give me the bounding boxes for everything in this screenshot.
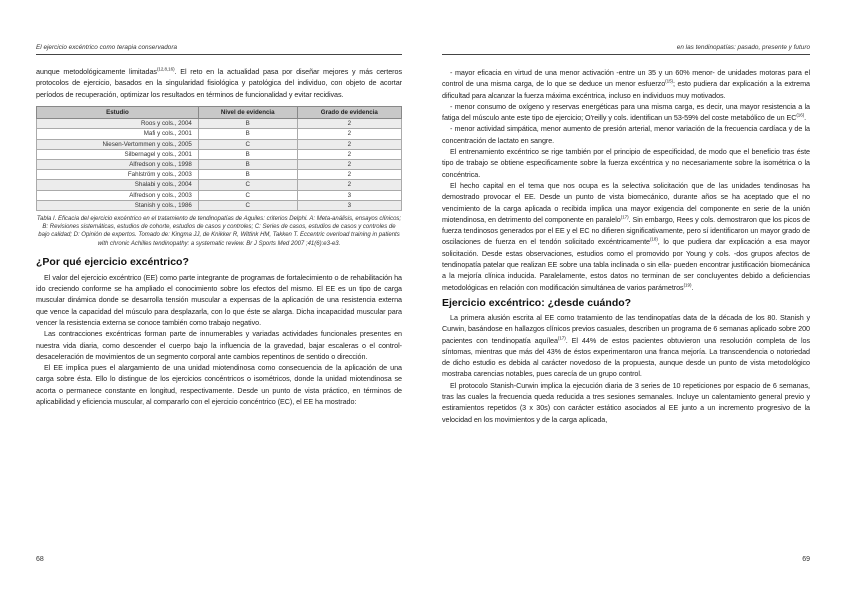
table-cell-level: B	[198, 159, 297, 169]
left-body	[36, 66, 402, 407]
body-paragraph: El valor del ejercicio excéntrico (EE) como parte integrante de programas de fortalecimiento o de rehabilitación ha ido creciendo conforme se ha ampliado el conocimiento sobre los efectos del mismo. El EE es un tipo de carga muscular dinámica donde se desarrolla tensión muscular a expensas de la aplicación de una resistencia externa que vence la capacidad del músculo para desplazarla, con lo que éste se alarga. Dicha incapacidad muscular para vencer la resistencia externa se conoce también como trabajo negativo.	[36, 272, 402, 327]
table-caption: Tabla I. Eficacia del ejercicio excéntrico en el tratamiento de tendinopatías de Aquiles: criterios Delphi. A: Meta-análisis, ensayos clínicos; B: Revisiones sistemáticas, estudios de cohorte, estudios de casos y controles; C: Series de casos, estudios de casos y controles de bajo calidad; D: Opinión de expertos. Tomado de: Kingma JJ, de Knikker R, Wittink HM, Takken T. Eccentric overload training in patients with chronic Achilles tendinopathy: a systematic review. Br J Sports Med 2007 ;41(6):e3-e3.	[36, 215, 402, 247]
header-rule-left	[36, 54, 402, 55]
table-cell-study: Alfredson y cols., 2003	[37, 190, 199, 200]
right-body	[442, 67, 810, 425]
table-cell-grade: 3	[297, 190, 401, 200]
table-header: Nivel de evidencia	[198, 106, 297, 118]
table-row	[37, 200, 402, 210]
body-paragraph: La primera alusión escrita al EE como tratamiento de las tendinopatías data de la década de los 80. Stanish y Curwin, basándose en hallazgos clínicos previos casuales, describen un programa de 6 semanas aplicado sobre 200 pacientes con tendinopatía aquílea$^{(17)}$. El 44% de estos pacientes obtuvieron una resolución completa de los síntomas, mientras que más del 43% de éstos experimentaron una franca mejoría. La transcendencia o notoriedad de dicho estudio es debida al carácter novedoso de la propuesta, aunque desde un punto de vista metodológico mostraba carencias notables, pues carecía de un grupo control.	[442, 312, 810, 379]
table-header: Grado de evidencia	[297, 106, 401, 118]
table-cell-level: C	[198, 180, 297, 190]
table-cell-study: Silbernagel y cols., 2001	[37, 149, 199, 159]
table-cell-level: B	[198, 129, 297, 139]
right-page	[424, 0, 848, 594]
bullet-paragraph: - menor actividad simpática, menor aumento de presión arterial, menor variación de la frecuencia cardíaca y de la concentración de lactato en sangre.	[442, 124, 810, 145]
table-row	[37, 139, 402, 149]
section-heading-since-when: Ejercicio excéntrico: ¿desde cuándo?	[442, 296, 632, 309]
table-row	[37, 190, 402, 200]
table-cell-study: Alfredson y cols., 1998	[37, 159, 199, 169]
table-row	[37, 149, 402, 159]
table-cell-grade: 2	[297, 139, 401, 149]
running-head-left: El ejercicio excéntrico como terapia conservadora	[36, 44, 178, 51]
header-rule-right	[442, 54, 810, 55]
table-row	[37, 180, 402, 190]
table-cell-study: Niesen-Vertommen y cols., 2005	[37, 139, 199, 149]
table-cell-grade: 2	[297, 159, 401, 169]
table-header-row	[37, 106, 402, 118]
evidence-table	[36, 106, 402, 211]
table-cell-grade: 2	[297, 170, 401, 180]
table-cell-study: Mafi y cols., 2001	[37, 129, 199, 139]
body-paragraph: Las contracciones excéntricas forman parte de innumerables y variadas actividades funcionales presentes en nuestra vida diaria, como descender el cuerpo bajo la influencia de la gravedad, bajar escaleras o el control-desaceleración de movimientos de un segmento corporal ante cambios repentinos de sentido o dirección.	[36, 329, 402, 361]
table-cell-grade: 2	[297, 129, 401, 139]
running-head-right: en las tendinopatías: pasado, presente y futuro	[676, 44, 810, 51]
table-cell-study: Shalabi y cols., 2004	[37, 180, 199, 190]
table-cell-grade: 3	[297, 200, 401, 210]
table-row	[37, 119, 402, 129]
table-cell-level: C	[198, 139, 297, 149]
table-cell-level: C	[198, 190, 297, 200]
table-cell-grade: 2	[297, 180, 401, 190]
table-header: Estudio	[37, 106, 199, 118]
table-cell-level: B	[198, 119, 297, 129]
table-row	[37, 159, 402, 169]
table-row	[37, 129, 402, 139]
table-cell-level: B	[198, 149, 297, 159]
table-cell-grade: 2	[297, 119, 401, 129]
body-paragraph: El protocolo Stanish-Curwin implica la ejecución diaria de 3 series de 10 repeticiones por espacio de 6 semanas, tras las cuales la frecuencia queda reducida a tres sesiones semanales. Incluye un calentamiento general previo y estiramientos repetidos (3 x 30s) con carácter estático asociados al EE junto a un incremento progresivo de la velocidad en los movimientos y de la carga aplicada,	[442, 380, 810, 424]
table-cell-study: Fahlström y cols., 2003	[37, 170, 199, 180]
intro-paragraph: aunque metodológicamente limitadas$^{(12,8,16)}$. El reto en la actualidad pasa por diseñar mejores y más certeros protocolos de ejercicio, basados en la singularidad fisiológica y patológica del individuo, con objeto de acortar períodos de recuperación, optimizar los resultados en términos de funcionalidad y evitar recidivas.	[36, 66, 402, 99]
table-cell-study: Stanish y cols., 1986	[37, 200, 199, 210]
section-heading-why: ¿Por qué ejercicio excéntrico?	[36, 255, 189, 268]
table-cell-grade: 2	[297, 149, 401, 159]
bullet-paragraph: - menor consumo de oxígeno y reservas energéticas para una misma carga, es decir, una mayor resistencia a la fatiga del músculo ante este tipo de ejercicio; O'reilly y cols. identifican un 53-59% del coste metabólico de un EC$^{(16)}$.	[442, 101, 810, 123]
table-cell-level: C	[198, 200, 297, 210]
page-number-left: 68	[36, 556, 44, 563]
bullet-paragraph: - mayor eficacia en virtud de una menor activación -entre un 35 y un 60% menor- de unidades motoras para el control de una misma carga, de lo que se deduce un menor esfuerzo$^{(15)}$; esto pudiera dar explicación a la extrema dificultad para alcanzar la fuerza máxima excéntrica, incluso en individuos muy motivados.	[442, 68, 810, 100]
body-paragraph: El entrenamiento excéntrico se rige también por el principio de especificidad, de modo que el beneficio tras éste tipo de trabajo se obtiene especificamente sobre la fuerza excéntrica y no necesariamente sobre la isométrica o la concéntrica.	[442, 147, 810, 179]
table-cell-level: B	[198, 170, 297, 180]
table-row	[37, 170, 402, 180]
table-cell-study: Roos y cols., 2004	[37, 119, 199, 129]
body-paragraph: El EE implica pues el alargamiento de una unidad miotendinosa como consecuencia de la aplicación de una carga sobre ésta. Ello lo distingue de los ejercicios concéntricos o isométricos, donde la unidad miotendinosa se acorta o permanece constante en longitud, respectivamente. Desde un punto de vista práctico, en términos de aplicabilidad y eficiencia muscular, al compararlo con el ejercicio concéntrico (EC), el EE ha mostrado:	[36, 363, 402, 406]
page-number-right: 69	[802, 556, 810, 563]
body-paragraph: El hecho capital en el tema que nos ocupa es la selectiva solicitación que de las unidades tendinosas ha demostrado provocar el EE. Desde un punto de vista biomecánico, durante años se ha aceptado que el no vencimiento de la carga aplicada o recibida implica una mayor exigencia del componente en serie de la unión miotendinosa, en detrimento del componente en paralelo$^{(17)}$. Sin embargo, Rees y cols. demostraron que los picos de fuerza tendinosos generados por el EE y el EC no difieren significativamente, pero sí identificaron un mayor grado de oscilaciones de fuerza en el tendón solicitado excéntricamente$^{(18)}$, lo que pudiera dar explicación a esa mayor solicitación. Desde estas observaciones, estudios como el promovido por Young y cols. -dos grupos afectos de tendinopatía patelar que realizan EE sobre una tabla inclinada o sin ella- pueden encontrar justificación biomecánica a la mejoría clínica inducida. Paralelamente, estos datos no terminan de ser concluyentes debido a deficiencias metodológicas en relación con modificación simultánea de varios parámetros$^{(19)}$.	[442, 180, 811, 292]
